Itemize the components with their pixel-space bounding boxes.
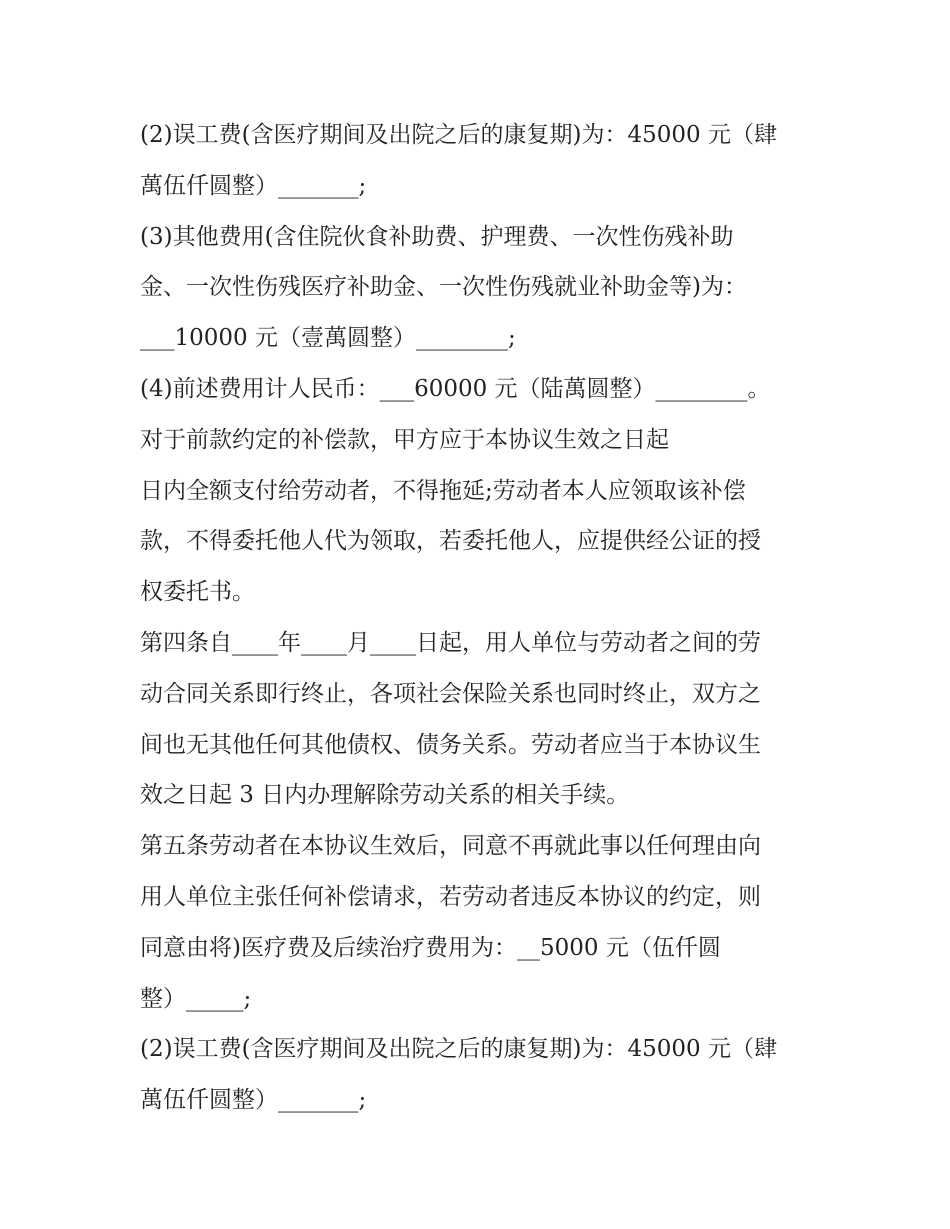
- text-line: (3)其他费用(含住院伙食补助费、护理费、一次性伤残补助: [140, 223, 734, 250]
- text-line: 整）_____;: [140, 985, 252, 1012]
- text-line: ___10000 元（壹萬圆整）________;: [140, 325, 516, 352]
- text-line: 金、一次性伤残医疗补助金、一次性伤残就业补助金等)为：: [140, 274, 747, 301]
- text-line: 萬伍仟圆整）_______;: [140, 1087, 367, 1114]
- text-line: 间也无其他任何其他债权、债务关系。劳动者应当于本协议生: [140, 731, 761, 758]
- text-line: (4)前述费用计人民币：___60000 元（陆萬圆整）________。: [140, 375, 771, 402]
- text-line: 对于前款约定的补偿款，甲方应于本协议生效之日起: [140, 426, 669, 453]
- text-line: 款，不得委托他人代为领取，若委托他人，应提供经公证的授: [140, 528, 761, 555]
- text-line: (2)误工费(含医疗期间及出院之后的康复期)为：45000 元（肆: [140, 122, 778, 148]
- document-body: [140, 110, 820, 1126]
- text-line: 权委托书。: [140, 579, 255, 606]
- text-line: 用人单位主张任何补偿请求，若劳动者违反本协议的约定，则: [140, 883, 761, 910]
- text-line: 动合同关系即行终止，各项社会保险关系也同时终止，双方之: [140, 680, 761, 707]
- text-line: 第五条劳动者在本协议生效后，同意不再就此事以任何理由向: [140, 833, 761, 860]
- text-line: 第四条自____年____月____日起，用人单位与劳动者之间的劳: [140, 629, 761, 656]
- text-line: 日内全额支付给劳动者，不得拖延;劳动者本人应领取该补偿: [140, 477, 746, 504]
- text-line: 同意由将)医疗费及后续治疗费用为：__5000 元（伍仟圆: [140, 934, 721, 961]
- text-line: 效之日起 3 日内办理解除劳动关系的相关手续。: [140, 782, 630, 809]
- text-line: 萬伍仟圆整）_______;: [140, 172, 367, 199]
- text-line: (2)误工费(含医疗期间及出院之后的康复期)为：45000 元（肆: [140, 1036, 778, 1063]
